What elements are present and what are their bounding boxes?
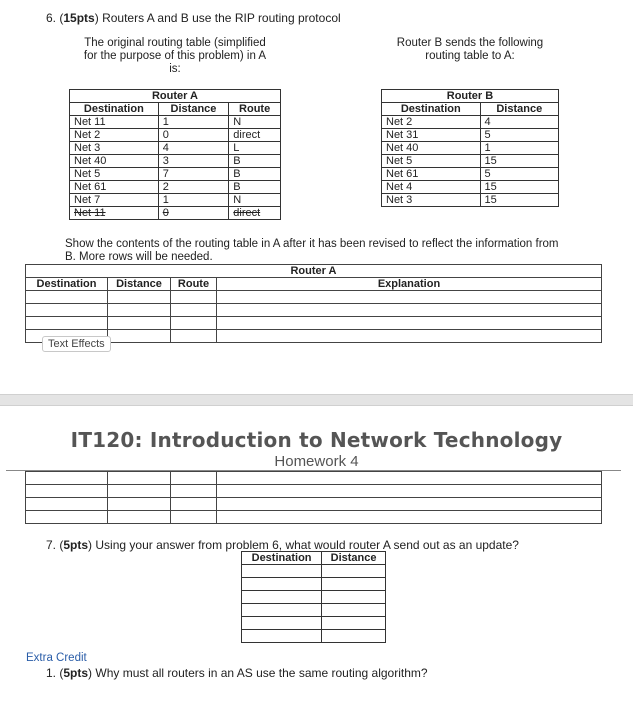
router-a-table — [69, 89, 281, 220]
question-points: 15pts — [63, 11, 95, 25]
router-a-caption: The original routing table (simplified for the purpose of this problem) in A is: — [83, 37, 267, 75]
update-table — [241, 551, 386, 643]
homework-subtitle: Homework 4 — [274, 453, 359, 470]
table-row: Net 2 4 — [382, 116, 559, 129]
question-prompt: Using your answer from problem 6, what would router A send out as an update? — [95, 538, 519, 552]
question-prompt: Routers A and B use the RIP routing protocol — [102, 11, 341, 25]
page-break — [0, 394, 633, 406]
question-number: 7. — [46, 538, 57, 552]
text-effects-button[interactable]: Text Effects — [42, 336, 111, 352]
question-prompt: Why must all routers in an AS use the same routing algorithm? — [95, 666, 428, 680]
table-row: Net 5 15 — [382, 155, 559, 168]
table-row-struck: Net 11 0 direct — [70, 207, 281, 220]
answer-row[interactable] — [26, 291, 602, 304]
answer-table — [25, 264, 602, 343]
table-row: Net 61 2 B — [70, 181, 281, 194]
column-header: Distance — [158, 103, 229, 116]
question-7-heading: 7. (5pts) Using your answer from problem 6, what would router A send out as an update? — [46, 538, 519, 552]
table-row: Net 2 0 direct — [70, 129, 281, 142]
extra-credit-label: Extra Credit — [26, 652, 87, 664]
table-row: Net 3 4 L — [70, 142, 281, 155]
update-row[interactable] — [242, 630, 386, 643]
update-row[interactable] — [242, 565, 386, 578]
answer-row[interactable] — [26, 511, 602, 524]
answer-row[interactable] — [26, 330, 602, 343]
column-header: Route — [171, 278, 217, 291]
question-points: 5pts — [63, 538, 89, 552]
table-row: Net 31 5 — [382, 129, 559, 142]
column-header: Distance — [480, 103, 558, 116]
update-row[interactable] — [242, 604, 386, 617]
router-b-title: Router B — [382, 90, 559, 103]
column-header: Destination — [382, 103, 481, 116]
answer-row[interactable] — [26, 485, 602, 498]
table-row: Net 61 5 — [382, 168, 559, 181]
answer-row[interactable] — [26, 304, 602, 317]
router-a-title: Router A — [70, 90, 281, 103]
column-header: Destination — [26, 278, 108, 291]
instruction: Show the contents of the routing table in A after it has been revised to reflect the information from B. More rows will be needed. — [65, 238, 559, 263]
table-row: Net 40 3 B — [70, 155, 281, 168]
question-number: 1. — [46, 666, 57, 680]
column-header: Distance — [108, 278, 171, 291]
router-b-table — [381, 89, 559, 207]
table-row: Net 40 1 — [382, 142, 559, 155]
table-row: Net 4 15 — [382, 181, 559, 194]
table-row: Net 3 15 — [382, 194, 559, 207]
answer-table-continued — [25, 471, 602, 524]
column-header: Destination — [70, 103, 159, 116]
column-header: Distance — [322, 552, 386, 565]
column-header: Route — [229, 103, 281, 116]
table-row: Net 5 7 B — [70, 168, 281, 181]
update-row[interactable] — [242, 591, 386, 604]
course-title: IT120: Introduction to Network Technology — [70, 428, 563, 452]
table-row: Net 11 1 N — [70, 116, 281, 129]
extra-credit-question: 1. (5pts) Why must all routers in an AS use the same routing algorithm? — [46, 666, 428, 680]
update-row[interactable] — [242, 578, 386, 591]
router-b-caption: Router B sends the following routing table to A: — [396, 37, 544, 62]
answer-row[interactable] — [26, 472, 602, 485]
update-row[interactable] — [242, 617, 386, 630]
column-header: Destination — [242, 552, 322, 565]
answer-row[interactable] — [26, 498, 602, 511]
column-header: Explanation — [217, 278, 602, 291]
answer-row[interactable] — [26, 317, 602, 330]
answer-table-title: Router A — [26, 265, 602, 278]
question-number: 6. — [46, 11, 57, 25]
table-row: Net 7 1 N — [70, 194, 281, 207]
question-points: 5pts — [63, 666, 89, 680]
question-6-heading: 6. (15pts) Routers A and B use the RIP routing protocol — [46, 11, 341, 25]
